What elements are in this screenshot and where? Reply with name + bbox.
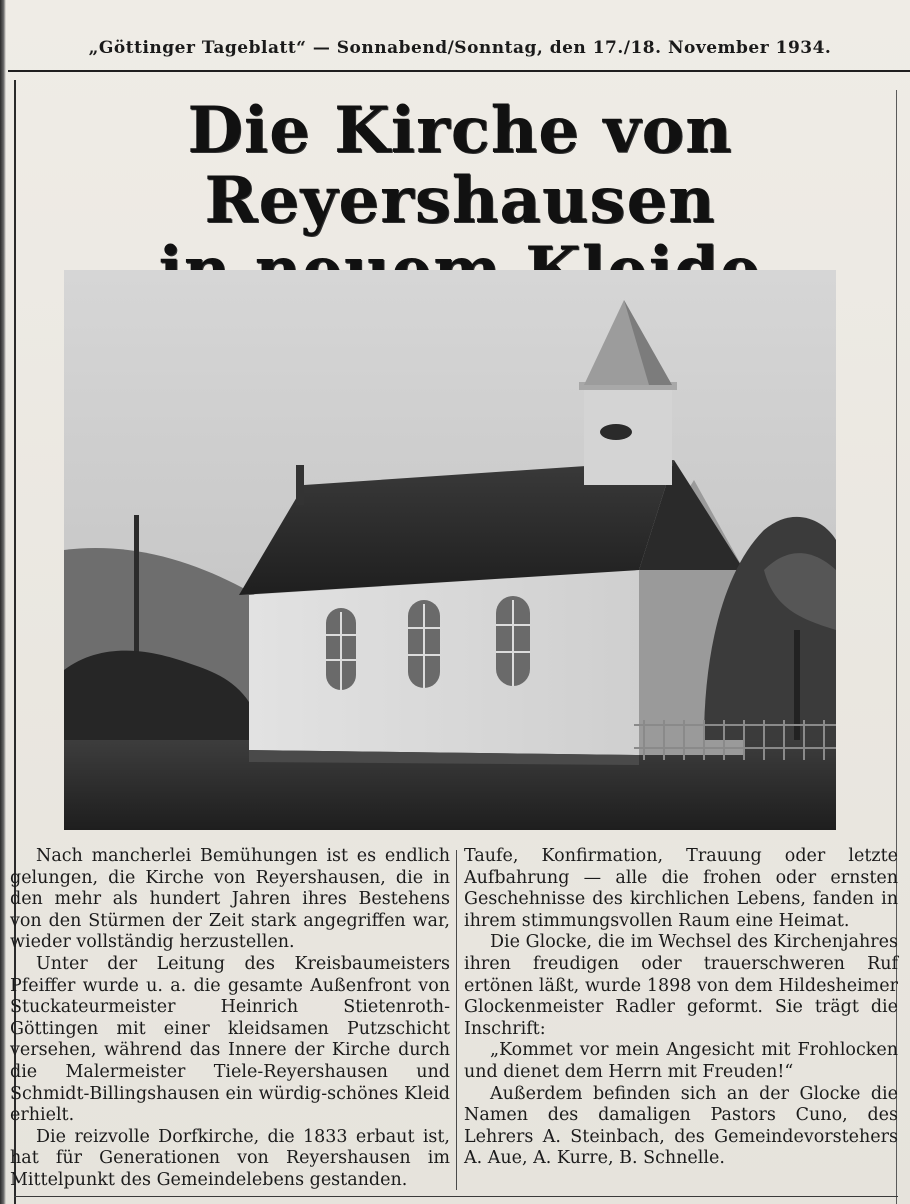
paragraph: Außerdem befinden sich an der Glocke die Namen des damaligen Pastors Cuno, des Lehrers A. Steinbach, des Gemeindevorstehers A. Aue, A. Kurre, B. Schnelle. [464, 1083, 898, 1169]
header-rule [8, 70, 910, 72]
bottom-rule [14, 1196, 898, 1197]
church-photo [64, 270, 836, 830]
paragraph: Nach mancherlei Bemühungen ist es endlich gelungen, die Kirche von Reyershausen, die in den mehr als hundert Jahren ihres Bestehens von den Stürmen der Zeit stark angegriffen war, wieder vollständig herzustellen. [10, 846, 450, 953]
paragraph: Taufe, Konfirmation, Trauung oder letzte Aufbahrung — alle die frohen oder ernsten Geschehnisse des kirchlichen Lebens, fanden in ihrem stimmungsvollen Raum eine Heimat. [464, 846, 898, 931]
article-column-right [464, 846, 898, 1170]
page-edge-shadow [0, 0, 6, 1204]
paragraph: Die reizvolle Dorfkirche, die 1833 erbaut ist, hat für Generationen von Reyershausen im Mittelpunkt des Gemeindelebens gestanden. [10, 1126, 450, 1190]
column-divider [456, 850, 457, 1190]
church-wall [249, 570, 639, 755]
headline-line-1: Die Kirche von Reyershausen [187, 93, 733, 238]
paragraph: Die Glocke, die im Wechsel des Kirchenjahres ihren freudigen oder trauerschweren Ruf ertönen läßt, wurde 1898 von dem Hildesheimer Glockenmeister Radler geformt. Sie trägt die Inschrift: [464, 932, 898, 1039]
paragraph: Unter der Leitung des Kreisbaumeisters Pfeiffer wurde u. a. die gesamte Außenfront von Stuckateurmeister Heinrich Stietenroth-Göttingen mit einer kleidsamen Putzschicht versehen, während das Innere der Kirche durch die Malermeister Tiele-Reyershausen und Schmidt-Billingshausen ein würdig-schönes Kleid erhielt. [10, 953, 450, 1126]
church-photo-illustration [64, 270, 836, 830]
article-column-left [10, 846, 450, 1192]
newspaper-header: „Göttinger Tageblatt“ — Sonnabend/Sonntag, den 17./18. November 1934. [88, 38, 832, 58]
bell-inscription-quote: „Kommet vor mein Angesicht mit Frohlocken und dienet dem Herrn mit Freuden!“ [464, 1040, 898, 1082]
